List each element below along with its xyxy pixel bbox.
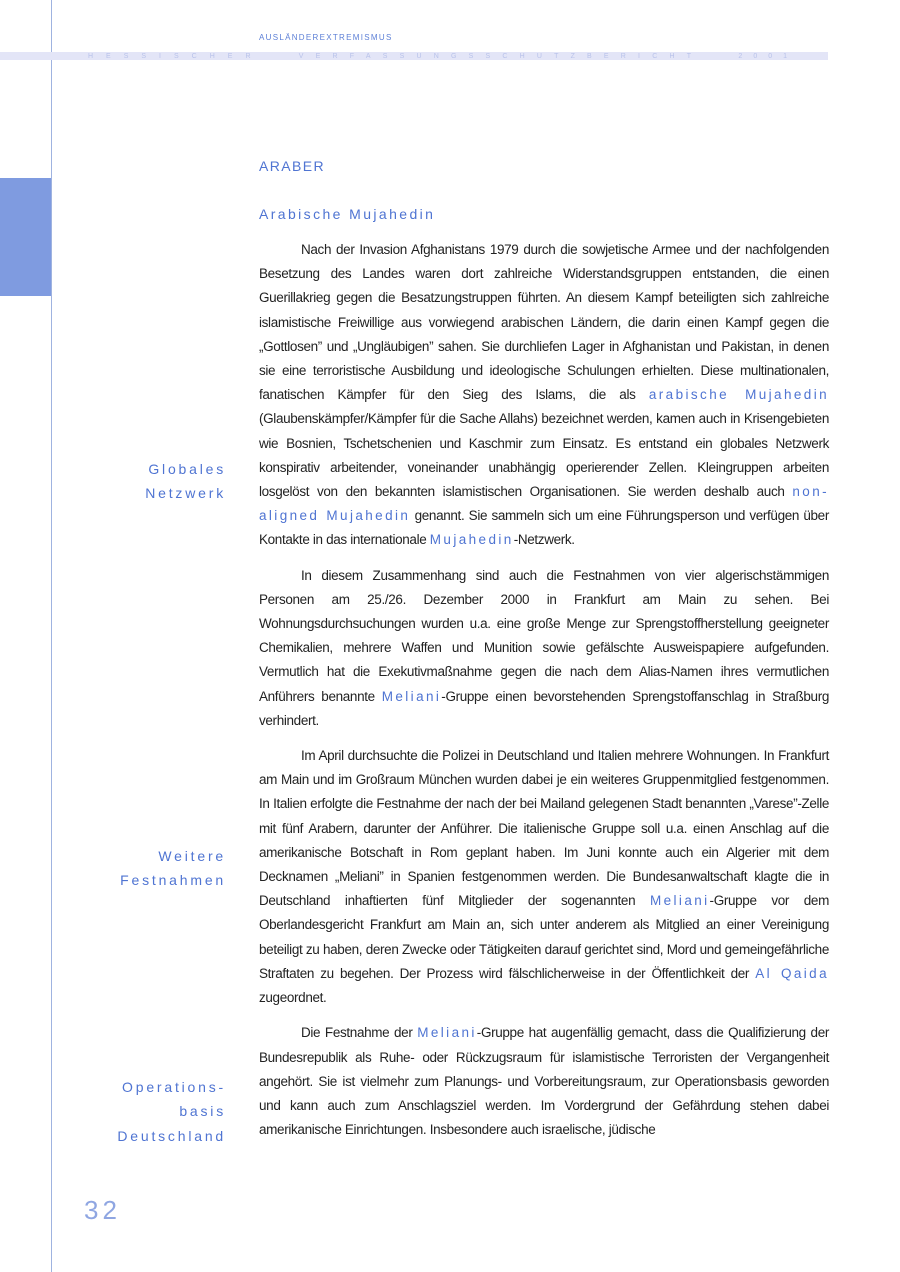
running-header-report-title	[88, 52, 798, 60]
text-run: In diesem Zusammenhang sind auch die Festnahmen von vier algerischstämmigen Personen am 25./26. Dezember 2000 in Frankfurt am Main zu sehen. Bei Wohnungsdurchsuchungen wurden u.a. eine große Menge zur Sprengstoffherstellung geeigneter Chemikalien, mehrere Waffen und Munition sowie gefälschte Ausweispapiere aufgefunden. Vermutlich hat die Exekutivmaßnahme gegen die nach dem Alias-Namen ihres vermutlichen Anführers benannte	[259, 567, 829, 704]
margin-note-line: basis	[179, 1103, 226, 1120]
term-highlight: Meliani	[649, 893, 710, 909]
term-highlight: Meliani	[381, 688, 442, 704]
margin-note-line: Netzwerk	[145, 485, 226, 502]
term-highlight: non-aligned Mujahedin	[259, 484, 829, 524]
text-run: (Glaubenskämpfer/Kämpfer für die Sache Allahs) bezeichnet werden, kamen auch in Krisengebieten wie Bosnien, Tschetschenien und Kaschmir zum Einsatz. Es entstand ein globales Netzwerk konspirativ arbeitender, voneinander unabhängig operierender Zellen. Kleingruppen arbeiten losgelöst von den bekannten islamistischen Organisationen. Sie werden deshalb auch	[259, 411, 829, 500]
margin-note-weitere-festnahmen	[26, 844, 226, 893]
margin-note-operationsbasis	[26, 1075, 226, 1148]
text-run: Die Festnahme der	[301, 1025, 418, 1041]
paragraph-1	[259, 238, 829, 553]
body-text	[259, 238, 829, 1153]
margin-note-line: Globales	[148, 461, 226, 477]
text-run: -Netzwerk.	[513, 532, 575, 548]
term-highlight: arabische Mujahedin	[648, 387, 829, 403]
chapter-side-tab	[0, 178, 51, 296]
margin-note-line: Operations-	[122, 1079, 226, 1095]
text-run: Im April durchsuchte die Polizei in Deutschland und Italien mehrere Wohnungen. In Frankfurt am Main und im Großraum München wurden dabei je ein weiteres Gruppenmitglied festgenommen. In Italien erfolgte die Festnahme der nach der bei Mailand gelegenen Stadt benannten „Varese”-Zelle mit fünf Arabern, darunter der Anführer. Die italienische Gruppe soll u.a. einen Anschlag auf die amerikanische Botschaft in Rom geplant haben. Im Juni konnte auch ein Algerier mit dem Decknamen „Meliani” in Spanien festgenommen werden. Die Bundesanwaltschaft klagte die in Deutschland inhaftierten fünf Mitglieder der sogenannten	[259, 748, 829, 909]
band-word-hessischer: HESSISCHER	[88, 52, 264, 60]
text-run: Nach der Invasion Afghanistans 1979 durch die sowjetische Armee und der nachfolgenden Besetzung des Landes waren dort zahlreiche Widerstandsgruppen entstanden, die einen Guerillakrieg gegen die Besatzungstruppen führten. An diesem Kampf beteiligten sich zahlreiche islamistische Freiwillige aus vorwiegend arabischen Ländern, die darin einen Kampf gegen die „Gottlosen” und „Ungläubigen” sahen. Sie durchliefen Lager in Afghanistan und Pakistan, in denen sie eine terroristische Ausbildung und ideologische Schulungen erhielten. Diese multinationalen, fanatischen Kämpfer für den Sieg des Islams, die als	[259, 242, 829, 403]
text-run: -Gruppe hat augenfällig gemacht, dass die Qualifizierung der Bundesrepublik als Ruhe- oder Rückzugsraum für islamistische Terroristen der Vergangenheit angehört. Sie ist vielmehr zum Planungs- und Vorbereitungsraum, zur Operationsbasis geworden und kann auch zum Anschlagsziel werden. Im Vordergrund der Gefährdung stehen dabei amerikanische Einrichtungen. Insbesondere auch israelische, jüdische	[259, 1025, 829, 1138]
band-word-verfassungsschutzbericht: VERFASSUNGSSCHUTZBERICHT	[298, 52, 704, 60]
band-word-year: 2001	[738, 52, 798, 60]
subsection-title: Arabische Mujahedin	[259, 206, 436, 222]
text-run: -Gruppe einen bevorstehenden Sprengstoffanschlag in Straßburg verhindert.	[259, 688, 829, 728]
page-number: 32	[84, 1195, 121, 1225]
paragraph-4	[259, 1021, 829, 1142]
term-highlight: Mujahedin	[429, 532, 514, 548]
section-title: ARABER	[259, 158, 325, 174]
paragraph-3	[259, 744, 829, 1010]
text-run: genannt. Sie sammeln sich um eine Führungsperson und verfügen über Kontakte in das internationale	[259, 508, 829, 548]
margin-note-line: Festnahmen	[120, 872, 226, 889]
margin-note-globales-netzwerk	[26, 457, 226, 506]
running-header-kicker: AUSLÄNDEREXTREMISMUS	[259, 33, 393, 42]
term-highlight: Al Qaida	[755, 965, 829, 981]
margin-note-line: Deutschland	[117, 1127, 226, 1144]
margin-note-line: Weitere	[158, 848, 226, 864]
term-highlight: Meliani	[417, 1025, 477, 1041]
text-run: zugeordnet.	[259, 990, 327, 1006]
paragraph-2	[259, 564, 829, 733]
text-run: -Gruppe vor dem Oberlandesgericht Frankfurt am Main an, sich unter anderem als Mitglied an einer Vereinigung beteiligt zu haben, deren Zwecke oder Tätigkeiten darauf gerichtet sind, Mord und gemeingefährliche Straftaten zu begehen. Der Prozess wird fälschlicherweise in der Öffentlichkeit der	[259, 893, 829, 981]
